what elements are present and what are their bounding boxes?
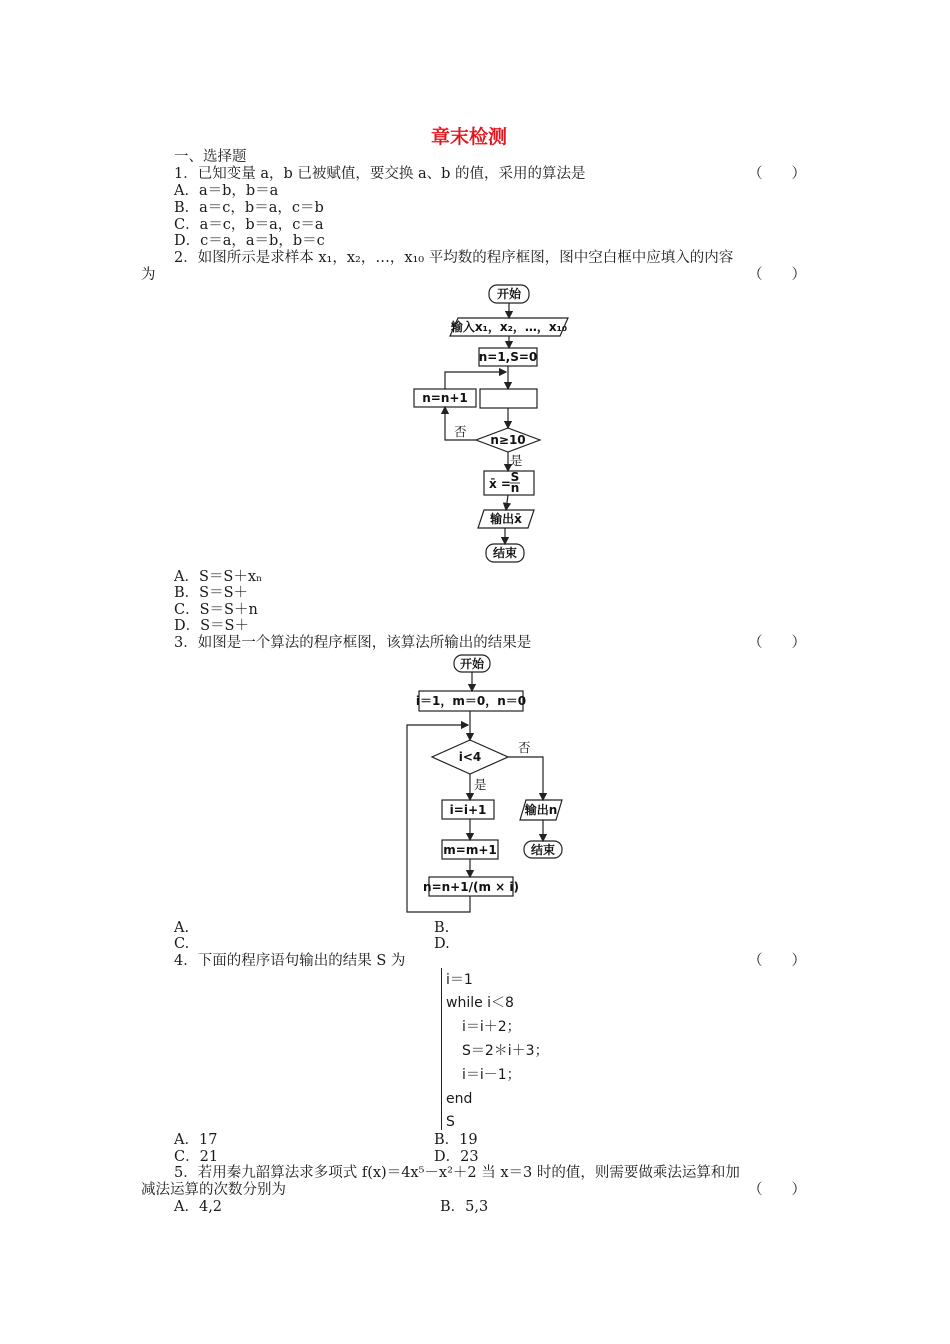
q2-yes-label: 是 [510,453,523,468]
q3-output-label: 输出n [524,803,558,817]
q1-option-a: A．a＝b，b＝a [174,183,279,199]
q2-stem-line2: 为 [141,267,156,283]
q2-end-label: 结束 [492,546,518,560]
section-heading: 一、选择题 [174,149,247,165]
q2-output-label: 输出x̄ [490,512,522,526]
q4-code-line-7: S [446,1114,455,1130]
q3-option-b: B. [434,920,450,936]
q4-option-b: B．19 [434,1132,478,1148]
q5-stem-line2: 减法运算的次数分别为 [141,1182,286,1198]
q2-mean-lhs: x̄ = [489,477,511,491]
q3-condition-label: i<4 [458,750,482,764]
q3-option-d: D. [434,936,450,952]
q2-option-a: A．S＝S＋xₙ [174,569,263,585]
q3-start-label: 开始 [459,657,485,671]
q2-start-label: 开始 [496,287,522,301]
q1-answer-paren: （ ） [748,166,806,182]
page-title: 章末检测 [431,126,508,148]
q2-input-label: 输入x₁，x₂，…，x₁₀ [450,320,568,334]
q4-option-d: D．23 [434,1149,479,1165]
q4-code-line-1: i＝1 [446,972,473,988]
q2-mean-denominator: n [510,481,520,495]
q5-stem-line1: 5．若用秦九韶算法求多项式 f(x)＝4x⁵－x²＋2 当 x＝3 时的值，则需要做乘法运算和加 [174,1165,740,1181]
q3-step2-label: m=m+1 [443,843,497,857]
q1-option-c: C．a＝c，b＝a，c＝a [174,217,324,233]
q5-answer-paren: （ ） [748,1182,806,1198]
q4-answer-paren: （ ） [748,953,806,969]
q3-stem: 3．如图是一个算法的程序框图，该算法所输出的结果是 [174,635,532,651]
q3-end-label: 结束 [530,843,556,857]
q3-flowchart [410,650,580,920]
q4-code-line-5: i＝i－1； [462,1067,521,1083]
q4-code-line-3: i＝i＋2； [462,1019,521,1035]
q3-step1-label: i=i+1 [449,803,487,817]
q4-code-line-6: end [446,1091,473,1107]
q2-stem-line1: 2．如图所示是求样本 x₁，x₂，…，x₁₀ 平均数的程序框图，图中空白框中应填入的内容 [174,250,734,266]
q2-mean-numerator: S [510,470,520,484]
q1-option-d: D．c＝a，a＝b，b＝c [174,233,325,249]
q3-option-a: A. [174,920,190,936]
q5-option-a: A．4,2 [174,1199,223,1215]
q3-yes-label: 是 [474,777,487,792]
q2-option-d: D．S＝S＋ [174,618,249,634]
q2-blank-box [480,389,537,408]
q2-flowchart [400,280,580,570]
q4-option-a: A．17 [174,1132,218,1148]
q1-option-b: B．a＝c，b＝a，c＝b [174,200,324,216]
q2-option-b: B．S＝S＋ [174,585,249,601]
q3-answer-paren: （ ） [748,635,806,651]
q4-option-c: C．21 [174,1149,219,1165]
q1-stem: 1．已知变量 a，b 已被赋值，要交换 a、b 的值，采用的算法是 [174,166,586,182]
q5-option-b: B．5,3 [440,1199,489,1215]
q2-option-c: C．S＝S＋n [174,602,258,618]
q2-condition-label: n≥10 [490,433,526,447]
q4-code-line-2: while i＜8 [446,995,514,1011]
q2-init-label: n=1,S=0 [478,350,538,364]
q3-option-c: C. [174,936,190,952]
q3-no-label: 否 [518,740,531,755]
q3-init-label: i＝1，m＝0，n＝0 [415,694,527,708]
q2-no-label: 否 [454,424,467,439]
q4-code-border [441,968,442,1130]
q2-update-label: n=n+1 [422,391,468,405]
q4-code-line-4: S＝2＊i＋3； [462,1043,549,1059]
q3-step3-label: n=n+1/(m × i) [423,880,519,894]
q4-stem: 4．下面的程序语句输出的结果 S 为 [174,953,406,969]
q2-answer-paren: （ ） [748,267,806,283]
